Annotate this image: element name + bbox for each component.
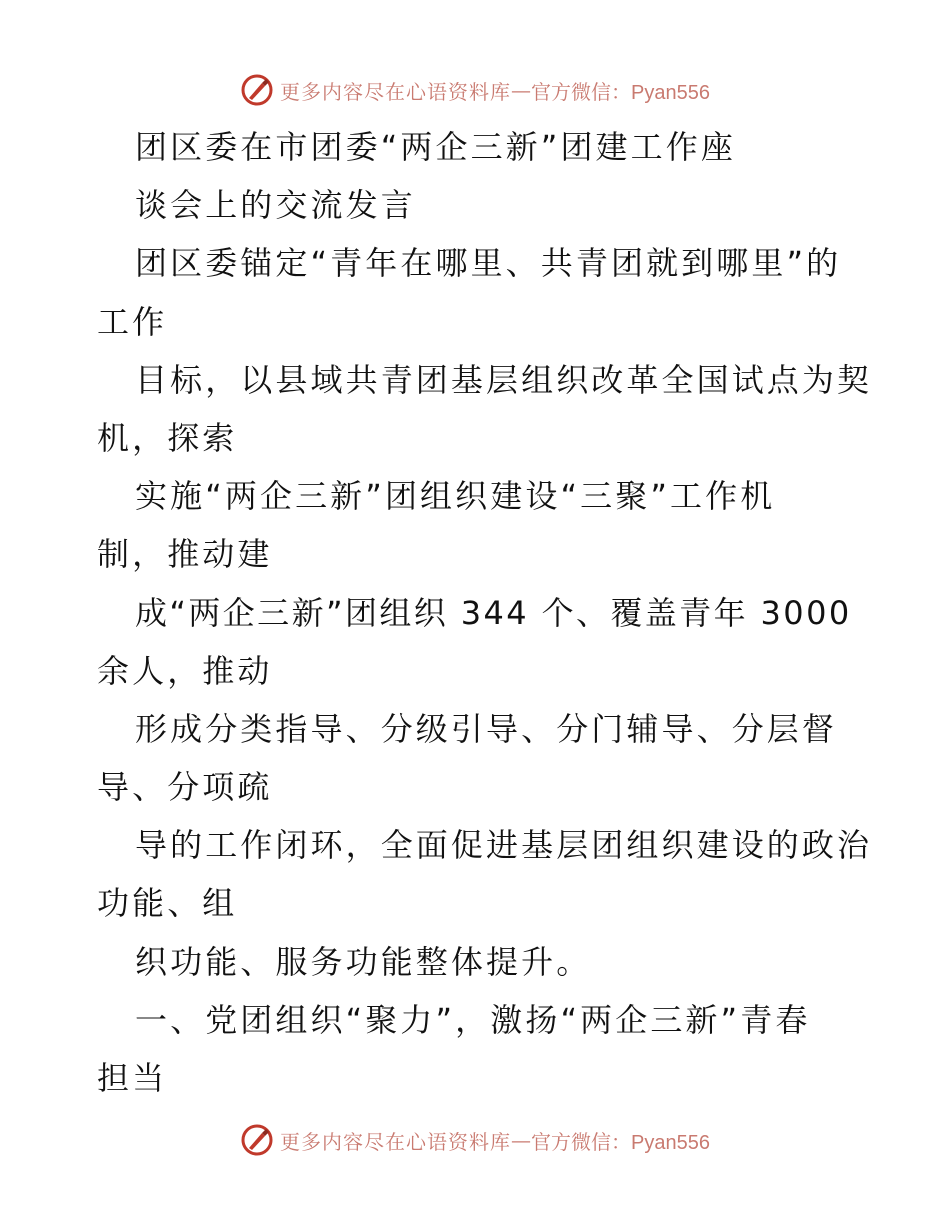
text-line: 工作 [97, 302, 168, 341]
text-line: 成“两企三新”团组织 344 个、覆盖青年 3000 [135, 593, 852, 632]
pen-logo-icon [240, 73, 274, 107]
document-body [97, 118, 873, 1107]
banner-contact-text: 官方微信：Pyan556 [531, 1131, 710, 1154]
banner-dash: — [511, 1128, 532, 1152]
text-line: 织功能、服务功能整体提升。 [135, 942, 592, 981]
banner-main-text: 更多内容尽在心语资料库 [280, 79, 512, 104]
text-line: 导、分项疏 [97, 768, 273, 807]
text-line: 实施“两企三新”团组织建设“三聚”工作机 [135, 477, 776, 516]
text-line: 目标，以县域共青团基层组织改革全国试点为契 [135, 360, 873, 399]
text-line: 一、党团组织“聚力”，激扬“两企三新”青春 [135, 1000, 811, 1039]
banner-main-text: 更多内容尽在心语资料库 [280, 1129, 512, 1154]
text-line: 团区委在市团委“两企三新”团建工作座 [135, 128, 736, 166]
text-line: 导的工作闭环，全面促进基层团组织建设的政治 [135, 826, 873, 865]
text-line: 余人，推动 [97, 651, 273, 690]
text-line: 担当 [97, 1059, 168, 1097]
text-line: 制，推动建 [97, 535, 273, 574]
banner-dash: — [511, 78, 532, 102]
text-line: 机，探索 [97, 418, 238, 457]
text-line: 团区委锚定“青年在哪里、共青团就到哪里”的 [135, 244, 842, 283]
text-line: 功能、组 [97, 884, 238, 923]
footer-banner [0, 1120, 950, 1160]
banner-contact-text: 官方微信：Pyan556 [531, 81, 710, 104]
text-line: 形成分类指导、分级引导、分门辅导、分层督 [135, 709, 838, 748]
text-line: 谈会上的交流发言 [135, 186, 416, 225]
pen-logo-icon [240, 1123, 274, 1157]
header-banner [0, 70, 950, 110]
